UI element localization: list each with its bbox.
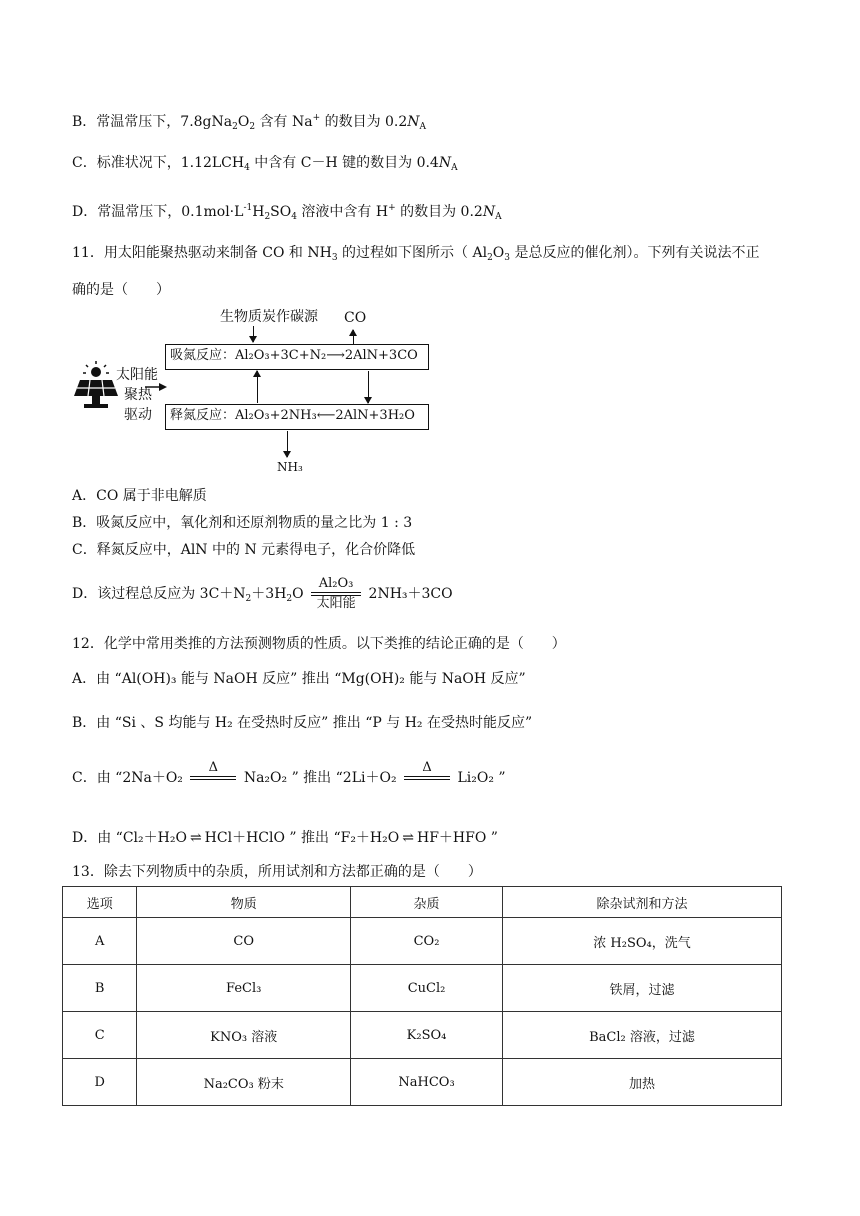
cell: 浓 H₂SO₄，洗气 — [503, 918, 782, 965]
cell: NaHCO₃ — [351, 1059, 503, 1106]
header-method: 除杂试剂和方法 — [503, 887, 782, 918]
q12-option-b: B．由 “Si 、S 均能与 H₂ 在受热时反应” 推出 “P 与 H₂ 在受热时能反应” — [72, 715, 533, 731]
nitrogen-absorb-box: 吸氮反应：Al₂O₃+3C+N₂⟶2AlN+3CO — [165, 344, 429, 370]
cell: Na₂CO₃ 粉末 — [137, 1059, 351, 1106]
cell: CuCl₂ — [351, 965, 503, 1012]
table-header-row — [63, 887, 782, 918]
sun-label-3: 驱动 — [124, 407, 152, 423]
q13-stem: 13．除去下列物质中的杂质，所用试剂和方法都正确的是（ ） — [72, 864, 482, 880]
nitrogen-release-box: 释氮反应：Al₂O₃+2NH₃⟵2AlN+3H₂O — [165, 404, 429, 430]
total-reaction-condition: Al₂O₃ 太阳能 — [311, 576, 361, 612]
q11-option-b: B．吸氮反应中，氧化剂和还原剂物质的量之比为 1 : 3 — [72, 515, 413, 531]
cell: K₂SO₄ — [351, 1012, 503, 1059]
carbon-arrow — [253, 326, 254, 342]
cell: A — [63, 918, 137, 965]
cell: CO₂ — [351, 918, 503, 965]
header-impurity: 杂质 — [351, 887, 503, 918]
sun-arrow — [145, 382, 167, 392]
q12-option-d: D．由 “Cl₂＋H₂O ⇌ HCl＋HClO ” 推出 “F₂＋H₂O ⇌ HF＋HFO ” — [72, 830, 498, 846]
table-row — [63, 1059, 782, 1106]
q10-option-b: B．常温常压下，$7.8gNa_2O_2$ 含有 Na+ 的数目为 $0.2N_A$ — [72, 113, 427, 132]
carbon-source-label: 生物质炭作碳源 — [220, 309, 318, 325]
reaction-diagram — [72, 304, 442, 479]
header-option: 选项 — [63, 887, 137, 918]
q11-option-a: A．CO 属于非电解质 — [72, 488, 207, 504]
q10-option-c: C．标准状况下，$1.12LCH_4$ 中含有 C－H 键的数目为 $0.4N_A$ — [72, 155, 458, 173]
co-arrow — [353, 330, 354, 344]
nh3-arrow — [287, 431, 288, 457]
table-row — [63, 965, 782, 1012]
cell: B — [63, 965, 137, 1012]
heat-condition-2: Δ — [404, 760, 450, 796]
cycle-up-arrow — [257, 371, 258, 403]
q11-stem: 11．用太阳能聚热驱动来制备 CO 和 $NH_3$ 的过程如下图所示（ $Al_2O_3$ 是总反应的催化剂）。下列有关说法不正 — [72, 245, 760, 263]
q12-stem: 12．化学中常用类推的方法预测物质的性质。以下类推的结论正确的是（ ） — [72, 636, 566, 652]
cell: C — [63, 1012, 137, 1059]
sun-label-1: 太阳能 — [116, 367, 158, 383]
q11-option-d: D．该过程总反应为 $3C+N_2+3H_2O$ Al₂O₃ 太阳能 2NH₃＋3CO — [72, 576, 453, 611]
q11-option-c: C．释氮反应中，AlN 中的 N 元素得电子，化合价降低 — [72, 542, 416, 558]
solar-panel-icon — [72, 360, 120, 412]
cell: KNO₃ 溶液 — [137, 1012, 351, 1059]
co-product-label: CO — [344, 310, 367, 326]
cell: CO — [137, 918, 351, 965]
heat-condition-1: Δ — [190, 760, 236, 796]
q13-table — [62, 886, 782, 1106]
table-row — [63, 918, 782, 965]
table-row — [63, 1012, 782, 1059]
sun-label-2: 聚热 — [124, 387, 152, 403]
nh3-product-label: NH₃ — [277, 460, 303, 474]
cell: D — [63, 1059, 137, 1106]
cell: FeCl₃ — [137, 965, 351, 1012]
q10-option-d: D．常温常压下，$0.1mol\cdot L^{-1}H_2SO_4$ 溶液中含有 H+ 的数目为 $0.2N_A$ — [72, 203, 502, 222]
q11-stem-cont: 确的是（ ） — [72, 282, 170, 298]
q12-option-a: A．由 “Al(OH)₃ 能与 NaOH 反应” 推出 “Mg(OH)₂ 能与 NaOH 反应” — [72, 671, 526, 687]
cell: 加热 — [503, 1059, 782, 1106]
header-substance: 物质 — [137, 887, 351, 918]
cell: BaCl₂ 溶液，过滤 — [503, 1012, 782, 1059]
cell: 铁屑，过滤 — [503, 965, 782, 1012]
q12-option-c: C．由 “2Na＋O₂ Δ Na₂O₂ ” 推出 “2Li＋O₂ Δ Li₂O₂ ” — [72, 758, 506, 798]
cycle-down-arrow — [368, 371, 369, 403]
